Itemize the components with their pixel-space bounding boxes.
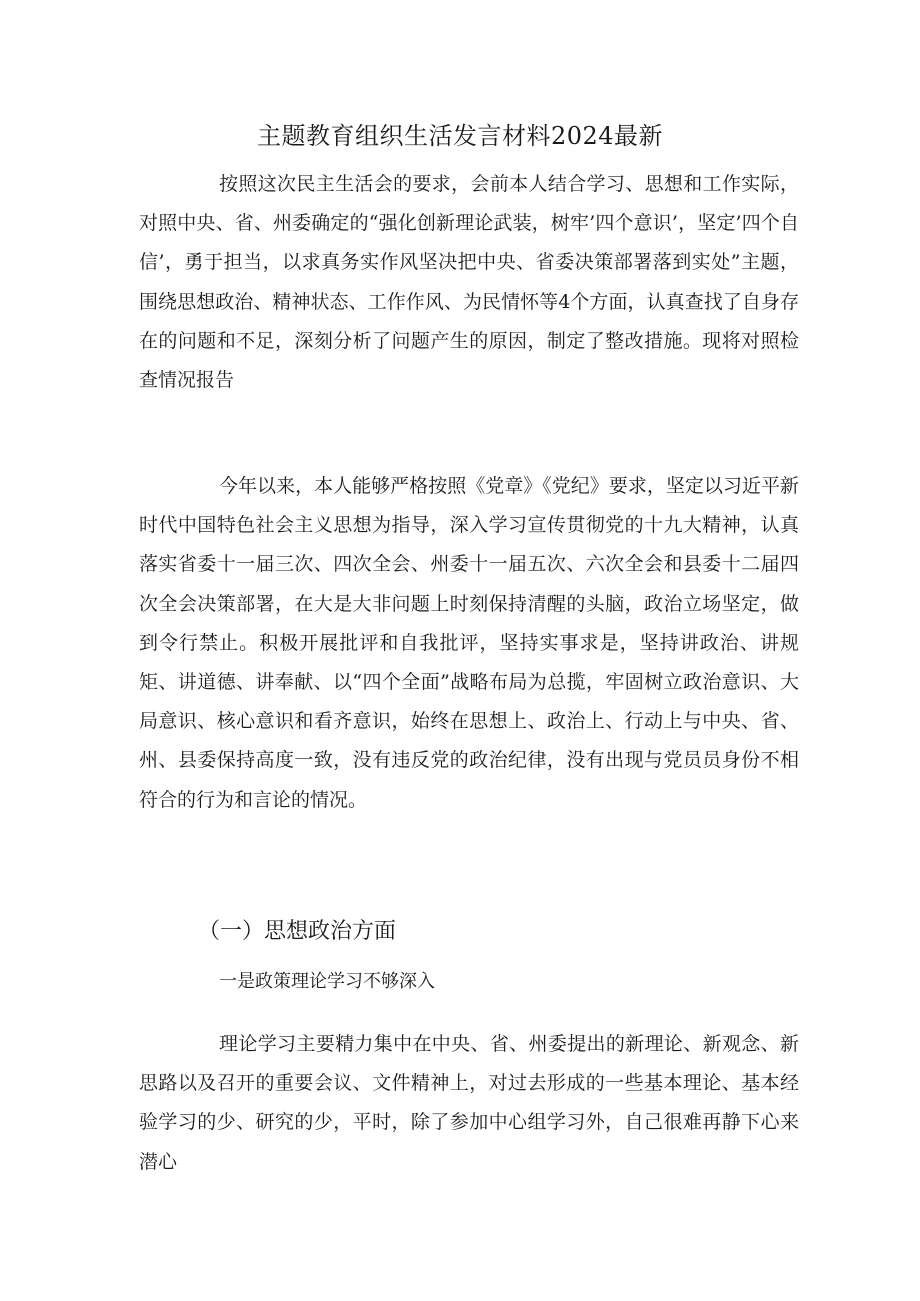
subsection-paragraph: 理论学习主要精力集中在中央、省、州委提出的新理论、新观念、新思路以及召开的重要会议、文件精神上，对过去形成的一些基本理论、基本经验学习的少、研究的少，平时，除了参加中心组学习外，自己很难再静下心来潜心 xyxy=(139,1033,799,1173)
intro-paragraph: 按照这次民主生活会的要求，会前本人结合学习、思想和工作实际，对照中央、省、州委确定的“强化创新理论武装，树牢’四个意识’，坚定’四个自信’，勇于担当，以求真务实作风坚决把中央、省委决策部署落到实处”主题，围绕思想政治、精神状态、工作作风、为民情怀等4个方面，认真查找了自身存在的问题和不足，深刻分析了问题产生的原因，制定了整改措施。现将对照检查情况报告 xyxy=(139,173,799,392)
section-heading: （一）思想政治方面 xyxy=(198,919,397,944)
overview-paragraph: 今年以来，本人能够严格按照《党章》《党纪》要求，坚定以习近平新时代中国特色社会主义思想为指导，深入学习宣传贯彻党的十九大精神，认真落实省委十一届三次、四次全会、州委十一届五次、六次全会和县委十二届四次全会决策部署，在大是大非问题上时刻保持清醒的头脑，政治立场坚定，做到令行禁止。积极开展批评和自我批评，坚持实事求是，坚持讲政治、讲规矩、讲道德、讲奉献、以“四个全面”战略布局为总揽，牢固树立政治意识、大局意识、核心意识和看齐意识，始终在思想上、政治上、行动上与中央、省、州、县委保持高度一致，没有违反党的政治纪律，没有出现与党员员身份不相符合的行为和言论的情况。 xyxy=(139,475,799,811)
subsection-heading: 一是政策理论学习不够深入 xyxy=(219,971,435,992)
document-title: 主题教育组织生活发言材料2024最新 xyxy=(256,122,664,150)
